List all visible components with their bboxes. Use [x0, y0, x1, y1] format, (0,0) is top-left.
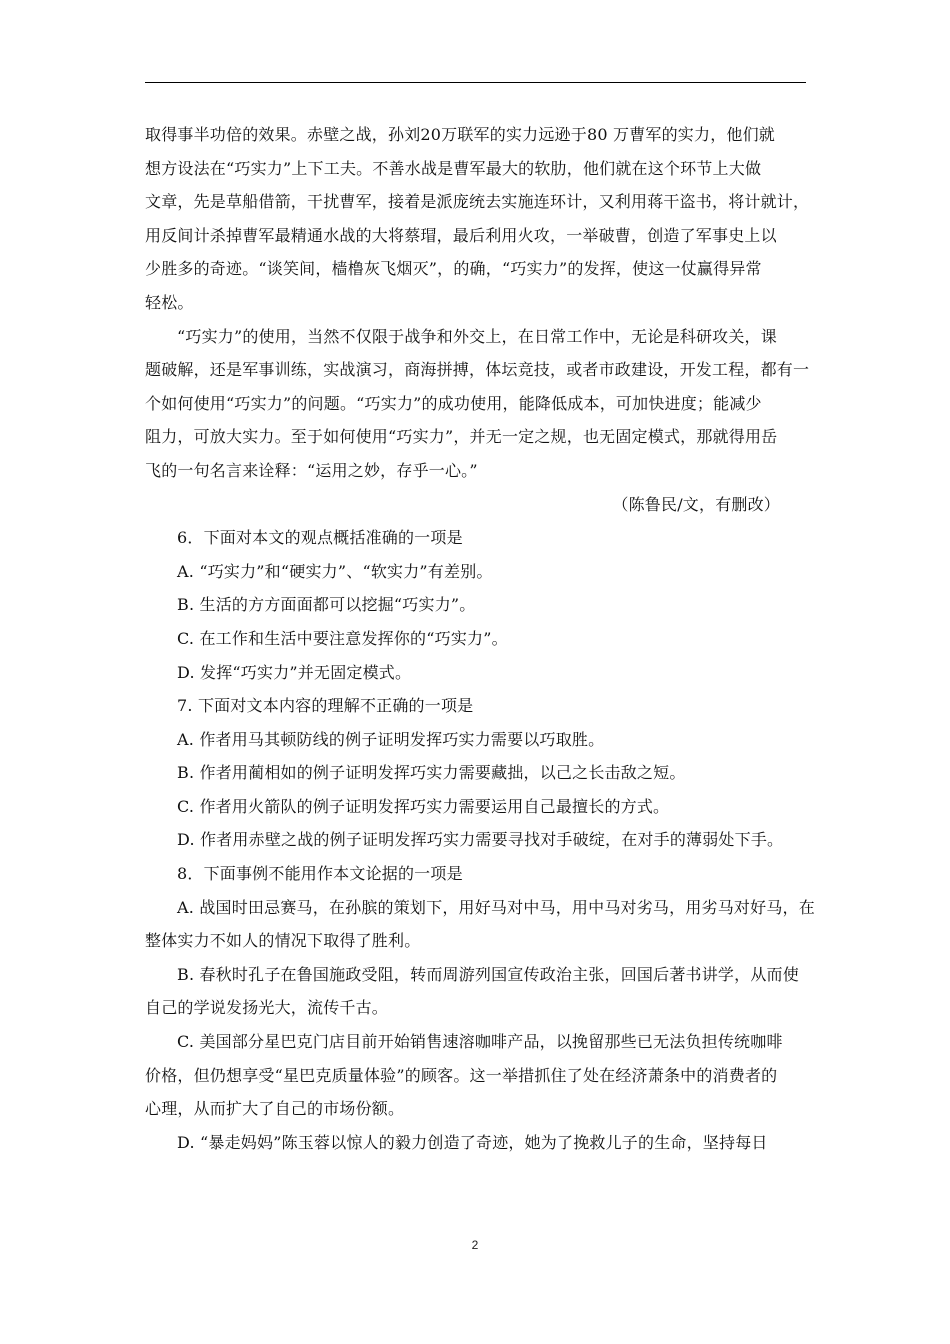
- text-line: D. 作者用赤壁之战的例子证明发挥巧实力需要寻找对手破绽，在对手的薄弱处下手。: [177, 830, 784, 850]
- text-line: 少胜多的奇迹。“谈笑间，樯橹灰飞烟灭”，的确，“巧实力”的发挥，使这一仗赢得异常: [145, 259, 762, 279]
- text-line: A. 作者用马其顿防线的例子证明发挥巧实力需要以巧取胜。: [177, 729, 605, 749]
- text-line: 心理，从而扩大了自己的市场份额。: [145, 1099, 405, 1119]
- text-line: 8．下面事例不能用作本文论据的一项是: [177, 864, 463, 884]
- text-line: 6．下面对本文的观点概括准确的一项是: [177, 528, 463, 548]
- text-line: 题破解，还是军事训练，实战演习，商海拼搏，体坛竞技，或者市政建设，开发工程，都有一: [145, 360, 810, 380]
- text-line: “巧实力”的使用，当然不仅限于战争和外交上，在日常工作中，无论是科研攻关，课: [177, 326, 777, 346]
- source-attribution: （陈鲁民/文，有删改）: [612, 494, 780, 514]
- text-line: C. 在工作和生活中要注意发挥你的“巧实力”。: [177, 628, 508, 648]
- text-line: C. 美国部分星巴克门店目前开始销售速溶咖啡产品，以挽留那些已无法负担传统咖啡: [177, 1032, 783, 1052]
- text-line: 想方设法在“巧实力”上下工夫。不善水战是曹军最大的软肋，他们就在这个环节上大做: [145, 158, 762, 178]
- header-rule: [145, 82, 806, 83]
- text-line: 阻力，可放大实力。至于如何使用“巧实力”，并无一定之规，也无固定模式，那就得用岳: [145, 427, 778, 447]
- text-line: D. “暴走妈妈”陈玉蓉以惊人的毅力创造了奇迹，她为了挽救儿子的生命，坚持每日: [177, 1132, 768, 1152]
- document-body: [145, 118, 815, 1159]
- text-line: 用反间计杀掉曹军最精通水战的大将蔡瑁，最后利用火攻，一举破曹，创造了军事史上以: [145, 225, 777, 245]
- text-line: 7. 下面对文本内容的理解不正确的一项是: [177, 696, 474, 716]
- text-line: 价格，但仍想享受“星巴克质量体验”的顾客。这一举措抓住了处在经济萧条中的消费者的: [145, 1065, 778, 1085]
- text-line: B. 生活的方方面面都可以挖掘“巧实力”。: [177, 595, 476, 615]
- text-line: C. 作者用火箭队的例子证明发挥巧实力需要运用自己最擅长的方式。: [177, 796, 670, 816]
- text-line: 文章，先是草船借箭，干扰曹军，接着是派庞统去实施连环计，又利用蒋干盗书，将计就计，: [145, 192, 810, 212]
- text-line: B. 春秋时孔子在鲁国施政受阻，转而周游列国宣传政治主张，回国后著书讲学，从而使: [177, 964, 799, 984]
- text-line: A. “巧实力”和“硬实力”、“软实力”有差别。: [177, 561, 493, 581]
- text-line: 整体实力不如人的情况下取得了胜利。: [145, 931, 421, 951]
- text-line: A. 战国时田忌赛马，在孙膑的策划下，用好马对中马，用中马对劣马，用劣马对好马，在: [177, 897, 815, 917]
- text-line: 自己的学说发扬光大，流传千古。: [145, 998, 389, 1018]
- text-line: B. 作者用蔺相如的例子证明发挥巧实力需要藏拙，以己之长击敌之短。: [177, 763, 686, 783]
- text-line: D. 发挥“巧实力”并无固定模式。: [177, 662, 412, 682]
- text-line: 飞的一句名言来诠释：“运用之妙，存乎一心。”: [145, 460, 478, 480]
- text-line: 个如何使用“巧实力”的问题。“巧实力”的成功使用，能降低成本，可加快进度；能减少: [145, 393, 762, 413]
- text-line: 取得事半功倍的效果。赤壁之战，孙刘20万联军的实力远逊于80 万曹军的实力，他们就: [145, 125, 776, 144]
- text-line: 轻松。: [145, 292, 194, 312]
- page-number: 2: [471, 1238, 479, 1252]
